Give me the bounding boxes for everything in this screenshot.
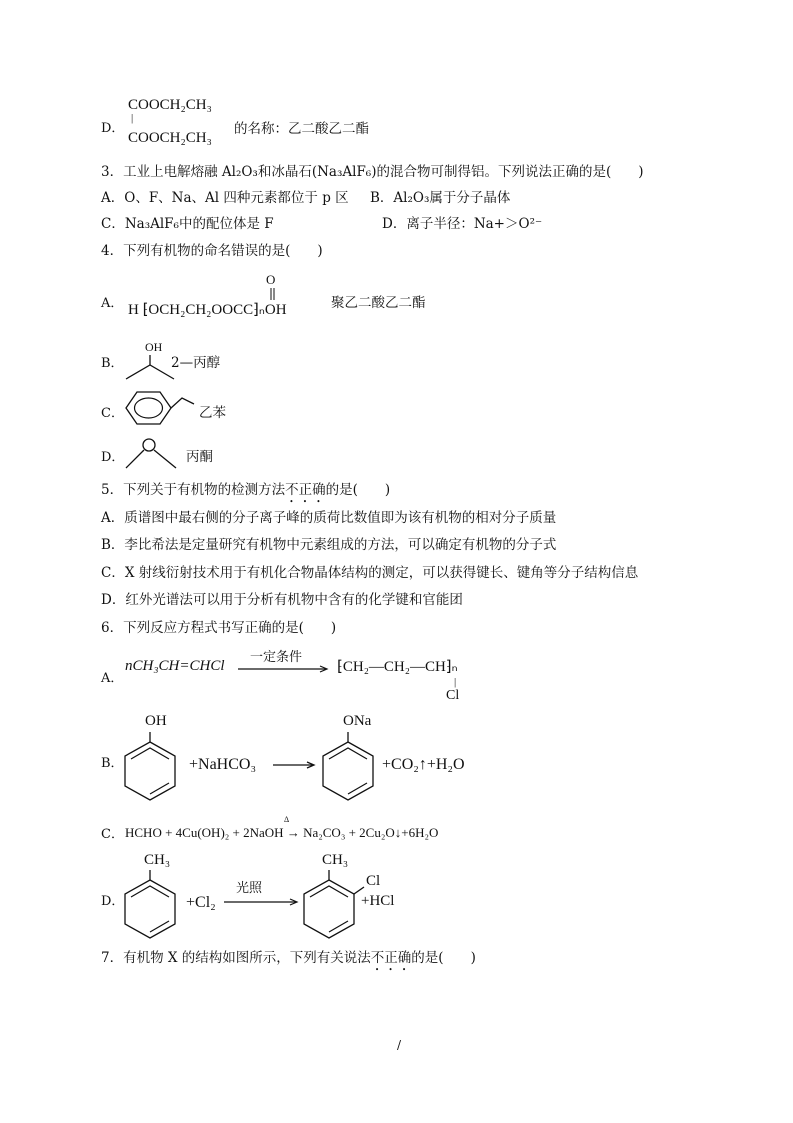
- q4-option-d-label: D．: [101, 450, 125, 465]
- q4-option-c-label: C．: [101, 406, 124, 421]
- q4-stem: 4．下列有机物的命名错误的是( ): [101, 243, 323, 259]
- q7-stem: 7．有机物 X 的结构如图所示，下列有关说法不正确的是( ): [101, 950, 476, 966]
- q6-option-d-label: D．: [101, 894, 125, 909]
- q6-option-b-label: B．: [101, 756, 124, 771]
- q6-b-reagent: +NaHCO₃: [189, 756, 257, 773]
- q6-stem: 6．下列反应方程式书写正确的是( ): [101, 620, 337, 636]
- q6-option-c-label: C．: [101, 827, 124, 842]
- q6-d-hcl: +HCl: [361, 893, 395, 909]
- q4-a-name: 聚乙二酸乙二酯: [331, 295, 426, 311]
- q4-b-name: 2—丙醇: [171, 355, 221, 371]
- q4-a-formula: H ⁅OCH₂CH₂OOCC⁆ₙOH: [128, 302, 287, 318]
- q2-formula-bottom: COOCH₂CH₃: [128, 130, 212, 146]
- q6-d-cl: Cl: [366, 873, 381, 889]
- q4-d-name: 丙酮: [186, 449, 213, 465]
- q4-c-ethylbenzene-ring: [122, 390, 196, 426]
- q3-stem: 3．工业上电解熔融 Al₂O₃和冰晶石(Na₃AlF₆)的混合物可制得铝。下列说法正确的是( ): [101, 164, 644, 180]
- q6-a-reactant: nCH₃CH=CHCl: [125, 658, 225, 674]
- q6-c-equation: HCHO + 4Cu(OH)₂ + 2NaOH → Na₂CO₃ + 2Cu₂O↓+6H₂O: [125, 825, 439, 840]
- q2-option-d-label: D．: [101, 121, 125, 136]
- q5-option-d: D．红外光谱法可以用于分析有机物中含有的化学键和官能团: [101, 592, 463, 608]
- q3-option-d: D．离子半径：Na+＞O²⁻: [382, 216, 543, 232]
- page-number: /: [397, 1038, 402, 1052]
- q6-b-products: +CO₂↑+H₂O: [382, 756, 465, 773]
- q6-a-cl: Cl: [446, 688, 460, 703]
- q6-a-arrow: [238, 665, 330, 673]
- q6-c-delta: Δ: [284, 815, 290, 824]
- q5-option-b: B．李比希法是定量研究有机物中元素组成的方法，可以确定有机物的分子式: [101, 537, 557, 553]
- q6-b-ona: ONa: [343, 713, 372, 729]
- q5-option-a: A．质谱图中最右侧的分子离子峰的质荷比数值即为该有机物的相对分子质量: [101, 510, 557, 526]
- q6-a-bond: |: [454, 676, 457, 688]
- q2-name-text: 的名称：乙二酸乙二酯: [234, 121, 369, 137]
- q6-b-oh: OH: [145, 713, 167, 729]
- q6-option-a-label: A．: [101, 671, 124, 686]
- q6-d-ch3-right: CH₃: [322, 852, 349, 868]
- q4-c-name: 乙苯: [199, 405, 226, 421]
- q6-d-ch3-left: CH₃: [144, 852, 171, 868]
- q6-b-arrow: [273, 761, 317, 769]
- q3-option-a: A．O、F、Na、Al 四种元素都位于 p 区: [101, 190, 349, 206]
- q5-stem: 5．下列关于有机物的检测方法不正确的是( ): [101, 482, 391, 498]
- q6-a-product: ⁅CH₂—CH₂—CH⁆ₙ: [337, 659, 458, 675]
- q4-option-a-label: A．: [101, 296, 124, 311]
- q3-option-b: B．Al₂O₃属于分子晶体: [370, 190, 511, 206]
- q6-b-phenol-ring: [123, 732, 179, 804]
- q4-a-carbonyl-o: O: [266, 272, 276, 287]
- q6-a-condition: 一定条件: [250, 650, 303, 665]
- q6-d-reagent: +Cl₂: [186, 894, 216, 911]
- q6-b-phenoxide-ring: [321, 732, 377, 804]
- q6-d-arrow: [224, 898, 300, 906]
- q5-option-c: C．X 射线衍射技术用于有机化合物晶体结构的测定，可以获得键长、键角等分子结构信息: [101, 565, 639, 581]
- q2-formula-top: COOCH₂CH₃: [128, 97, 212, 113]
- q6-d-toluene-ring: [123, 870, 179, 942]
- q2-bond: |: [131, 112, 134, 124]
- q4-b-oh: OH: [145, 340, 163, 354]
- q4-d-ether-skeleton: [124, 434, 184, 470]
- q3-option-c: C．Na₃AlF₆中的配位体是 F: [101, 216, 274, 232]
- q4-option-b-label: B．: [101, 356, 124, 371]
- q6-d-condition: 光照: [236, 881, 263, 896]
